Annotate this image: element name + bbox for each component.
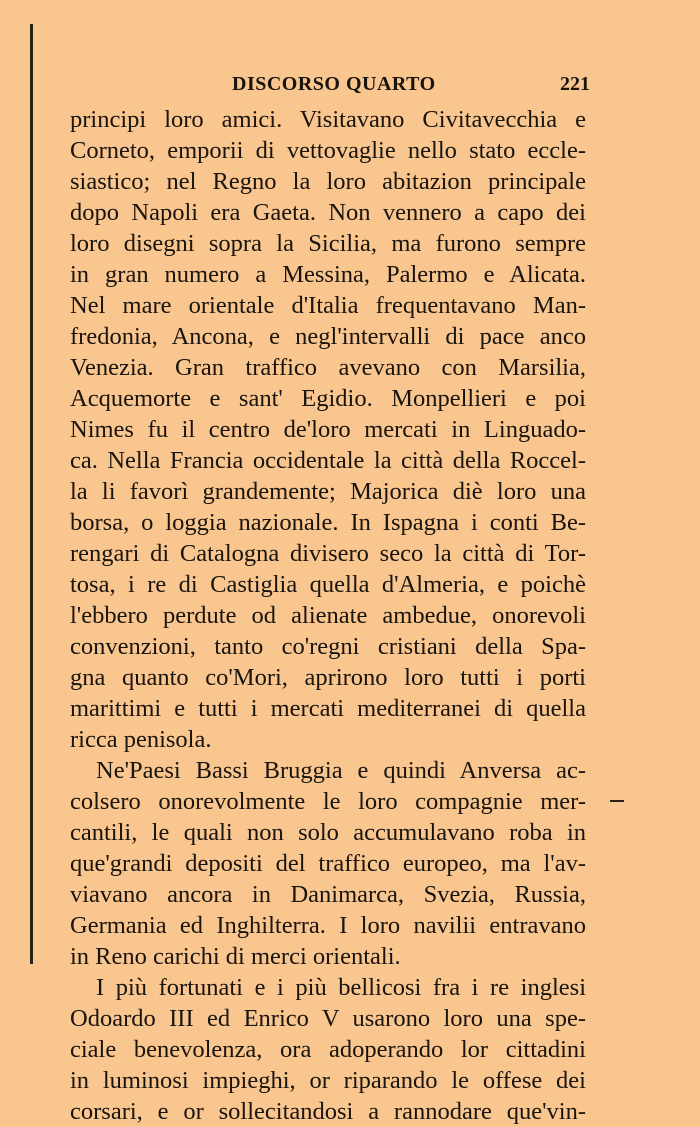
paragraph-end-line: ricca penisola. [70,726,212,753]
text-line: marittimi e tutti i mercati mediterranei di quella [70,695,586,722]
text-line: Nimes fu il centro de'loro mercati in Linguado- [70,416,586,443]
text-line: Venezia. Gran traffico avevano con Marsilia, [70,354,586,381]
text-line: la li favorì grandemente; Majorica diè loro una [70,478,586,505]
text-line: borsa, o loggia nazionale. In Ispagna i conti Be- [70,509,586,536]
text-line: viavano ancora in Danimarca, Svezia, Russia, [70,881,586,908]
page-edge-rule [30,24,33,964]
text-line: Acquemorte e sant' Egidio. Monpellieri e poi [70,385,586,412]
text-line: l'ebbero perdute od alienate ambedue, onorevoli [70,602,586,629]
text-line: fredonia, Ancona, e negl'intervalli di pace anco [70,323,586,350]
text-line: siastico; nel Regno la loro abitazion principale [70,168,586,195]
paragraph-start-line: Ne'Paesi Bassi Bruggia e quindi Anversa ac- [96,757,586,784]
page-header [70,73,590,101]
text-line: loro disegni sopra la Sicilia, ma furono sempre [70,230,586,257]
text-line: rengari di Catalogna divisero seco la città di Tor- [70,540,586,567]
text-line: Odoardo III ed Enrico V usarono loro una spe- [70,1005,586,1032]
body-text [70,104,586,1127]
text-line: in gran numero a Messina, Palermo e Alicata. [70,261,586,288]
text-line: ciale benevolenza, ora adoperando lor cittadini [70,1036,586,1063]
margin-dash [610,800,624,802]
running-head: DISCORSO QUARTO [232,73,436,95]
text-line: in luminosi impieghi, or riparando le offese dei [70,1067,586,1094]
text-line: ca. Nella Francia occidentale la città della Roccel- [70,447,586,474]
text-line: convenzioni, tanto co'regni cristiani della Spa- [70,633,586,660]
text-line: colsero onorevolmente le loro compagnie mer- [70,788,586,815]
text-line: gna quanto co'Mori, aprirono loro tutti i porti [70,664,586,691]
text-line: Nel mare orientale d'Italia frequentavano Man- [70,292,586,319]
text-line: tosa, i re di Castiglia quella d'Almeria, e poichè [70,571,586,598]
text-line: principi loro amici. Visitavano Civitavecchia e [70,106,586,133]
text-line: Corneto, emporii di vettovaglie nello stato eccle- [70,137,586,164]
paragraph-end-line: in Reno carichi di merci orientali. [70,943,401,970]
text-line: cantili, le quali non solo accumulavano roba in [70,819,586,846]
text-line: que'grandi depositi del traffico europeo, ma l'av- [70,850,586,877]
text-line: Germania ed Inghilterra. I loro navilii entravano [70,912,586,939]
text-line: dopo Napoli era Gaeta. Non vennero a capo dei [70,199,586,226]
paragraph-start-line: I più fortunati e i più bellicosi fra i re inglesi [96,974,586,1001]
page-number: 221 [560,73,590,95]
text-line: corsari, e or sollecitandosi a rannodare que'vin- [70,1098,586,1125]
